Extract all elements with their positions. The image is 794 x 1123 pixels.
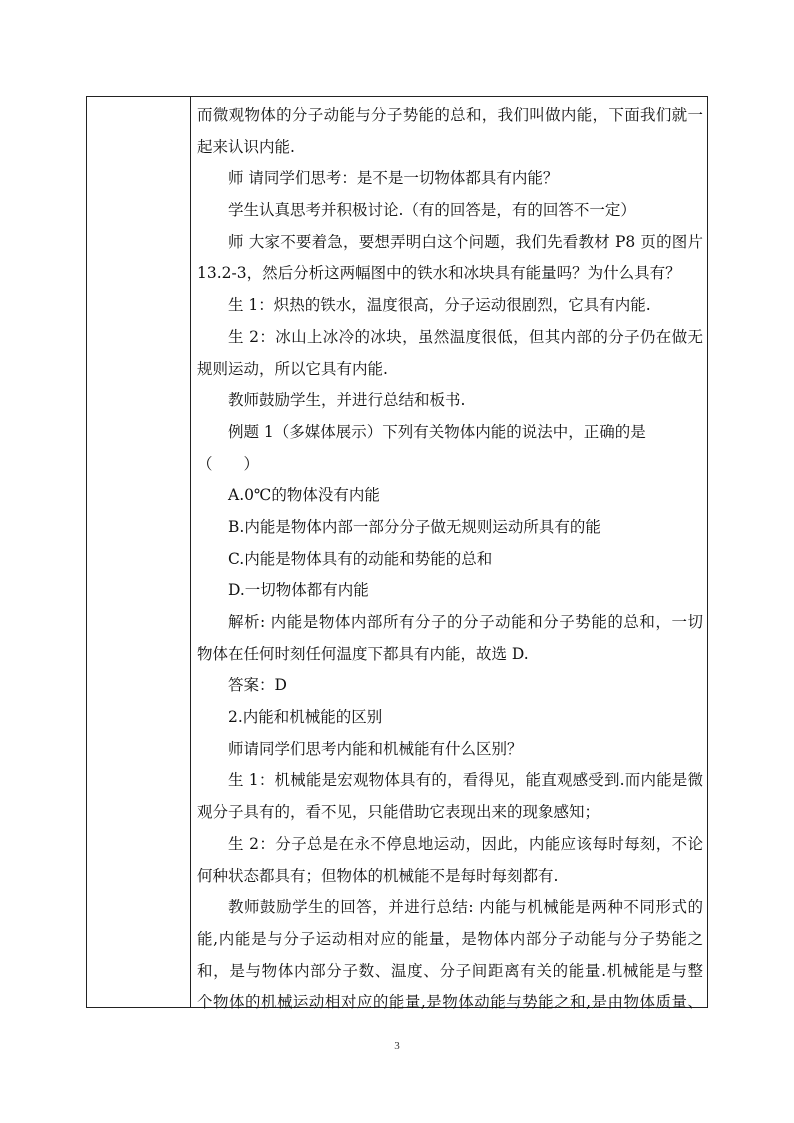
text-line: C.内能是物体具有的动能和势能的总和 xyxy=(228,549,493,568)
text-line: （ ） xyxy=(197,454,260,473)
text-line: A.0℃的物体没有内能 xyxy=(228,486,380,505)
text-line: 教师鼓励学生，并进行总结和板书. xyxy=(228,391,466,410)
text-line: 而微观物体的分子动能与分子势能的总和，我们叫做内能，下面我们就一 xyxy=(197,106,703,124)
text-line: 个物体的机械运动相对应的能量,是物体动能与势能之和,是由物体质量、 xyxy=(197,993,703,1012)
text-line: 2.内能和机械能的区别 xyxy=(228,708,383,727)
page-number: 3 xyxy=(394,1040,400,1052)
text-line: 观分子具有的，看不见，只能借助它表现出来的现象感知； xyxy=(197,803,601,822)
text-line: 生 1：炽热的铁水，温度很高，分子运动很剧烈，它具有内能. xyxy=(228,296,651,315)
text-line: 学生认真思考并积极讨论.（有的回答是，有的回答不一定） xyxy=(228,201,636,220)
text-line: 生 2：冰山上冰冷的冰块，虽然温度很低，但其内部的分子仍在做无 xyxy=(228,327,703,346)
text-line: 生 2：分子总是在永不停息地运动，因此，内能应该每时每刻，不论 xyxy=(228,834,703,853)
table-content-cell xyxy=(197,100,703,1019)
text-line: 物体在任何时刻任何温度下都具有内能，故选 D. xyxy=(197,644,529,663)
text-line: 师请同学们思考内能和机械能有什么区别？ xyxy=(228,739,523,758)
text-line: 生 1：机械能是宏观物体具有的，看得见，能直观感受到.而内能是微 xyxy=(228,771,703,790)
text-line: 教师鼓励学生的回答，并进行总结: 内能与机械能是两种不同形式的 xyxy=(228,898,703,917)
text-line: 能,内能是与分子运动相对应的能量，是物体内部分子动能与分子势能之 xyxy=(197,929,703,948)
text-line: 师 大家不要着急，要想弄明白这个问题，我们先看教材 P8 页的图片 xyxy=(228,232,703,251)
text-line: 和，是与物体内部分子数、温度、分子间距离有关的能量.机械能是与整 xyxy=(197,961,703,980)
text-line: 答案：D xyxy=(228,676,287,695)
text-line: 13.2-3，然后分析这两幅图中的铁水和冰块具有能量吗？为什么具有？ xyxy=(197,264,681,283)
table-left-column xyxy=(87,97,191,1007)
text-line: 何种状态都具有；但物体的机械能不是每时每刻都有. xyxy=(197,866,559,885)
text-line: 例题 1（多媒体展示）下列有关物体内能的说法中，正确的是 xyxy=(228,422,646,441)
text-line: 师 请同学们思考：是不是一切物体都具有内能？ xyxy=(228,169,559,188)
lesson-table xyxy=(86,96,708,1012)
text-line: 起来认识内能. xyxy=(197,137,295,156)
text-line: D.一切物体都有内能 xyxy=(228,581,369,600)
text-line: 规则运动，所以它具有内能. xyxy=(197,359,388,378)
text-line: 解析: 内能是物体内部所有分子的分子动能和分子势能的总和，一切 xyxy=(228,613,703,631)
text-line: B.内能是物体内部一部分分子做无规则运动所具有的能 xyxy=(228,517,601,536)
